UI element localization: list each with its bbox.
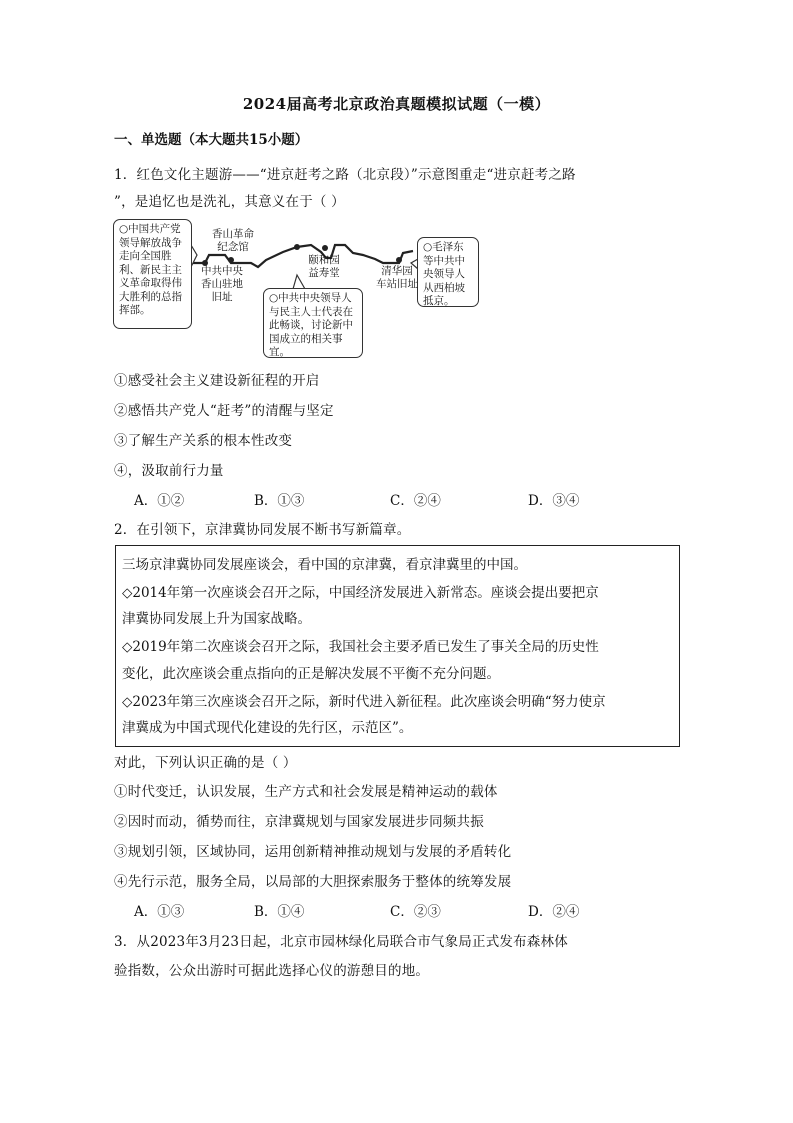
q2-option-c[interactable]: C．②③ [390,904,441,920]
q1-option-a[interactable]: A．①② [134,493,185,509]
q2-box-line: ◇2019年第二次座谈会召开之际，我国社会主要矛盾已发生了事关全局的历史性 [122,639,599,655]
q2-after: 对此，下列认识正确的是（ ） [114,755,297,771]
q2-box-line: 津冀协同发展上升为国家战略。 [122,611,311,627]
q1-option-c[interactable]: C．②④ [390,493,441,509]
q2-item-2: ②因时而动，循势而往，京津冀规划与国家发展进步同频共振 [114,814,484,830]
q1-item-2: ②感悟共产党人“赶考”的清醒与坚定 [114,403,334,419]
callout-right: ○毛泽东等中共中央领导人从西柏坡抵京。 [417,237,479,307]
q3-line1: 3．从2023年3月23日起，北京市园林绿化局联合市气象局正式发布森林体 [114,934,568,950]
q1-option-b[interactable]: B．①③ [254,493,305,509]
q2-option-a[interactable]: A．①③ [134,904,185,920]
q2-material-box [115,545,680,747]
q2-box-line: 三场京津冀协同发展座谈会，看中国的京津冀，看京津冀里的中国。 [122,557,527,573]
node-dot-yiheyuan [294,244,300,250]
q2-box-line: 津冀成为中国式现代化建设的先行区，示范区”。 [122,720,413,736]
node-dot-tsinghua-station [396,257,402,263]
q2-option-d[interactable]: D．②④ [528,904,580,920]
callout-left: ○中国共产党领导解放战争走向全国胜利、新民主主义革命取得伟大胜利的总指挥部。 [113,219,192,329]
q1-stem-line1: 1．红色文化主题游——“进京赶考之路（北京段）”示意图重走“进京赶考之路 [114,167,576,183]
q3-line2: 验指数，公众出游时可据此选择心仪的游憩目的地。 [114,963,430,979]
q2-option-b[interactable]: B．①④ [254,904,305,920]
q1-item-3: ③了解生产关系的根本性改变 [114,433,293,449]
q1-item-1: ①感受社会主义建设新征程的开启 [114,373,320,389]
q2-item-3: ③规划引领，区域协同，运用创新精神推动规划与发展的矛盾转化 [114,844,512,860]
q2-item-1: ①时代变迁，认识发展，生产方式和社会发展是精神运动的载体 [114,784,498,800]
callout-mid: ○中共中央领导人与民主人士代表在此畅谈，讨论新中国成立的相关事宜。 [263,288,363,358]
q1-item-4: ④，汲取前行力量 [114,463,224,479]
q2-box-line: 变化，此次座谈会重点指向的正是解决发展不平衡不充分问题。 [122,666,500,682]
section-heading: 一、单选题（本大题共15小题） [114,132,309,148]
q2-item-4: ④先行示范，服务全局，以局部的大胆探索服务于整体的统筹发展 [114,874,512,890]
page-title: 2024届高考北京政治真题模拟试题（一模） [242,95,551,113]
node-label-tsinghua-station: 清华园 车站旧址 [376,265,418,290]
q1-stem-line2: ”，是追忆也是洗礼，其意义在于（ ） [114,194,345,210]
q2-box-line: ◇2014年第一次座谈会召开之际，中国经济发展进入新常态。座谈会提出要把京 [122,585,599,601]
node-label-xiangshan-memorial: 香山革命 纪念馆 [212,228,254,253]
node-label-xiangshan-site: 中共中央 香山驻地 旧址 [201,265,243,303]
q2-box-line: ◇2023年第三次座谈会召开之际，新时代进入新征程。此次座谈会明确“努力使京 [122,694,606,710]
q2-stem: 2．在引领下，京津冀协同发展不断书写新篇章。 [114,522,411,538]
route-diagram [113,215,483,365]
node-label-yiheyuan: 颐和园 益寿堂 [308,254,340,279]
node-dot-yiheyuan-2 [322,245,328,251]
node-dot-xiangshan-memorial [228,257,234,263]
q1-option-d[interactable]: D．③④ [528,493,580,509]
